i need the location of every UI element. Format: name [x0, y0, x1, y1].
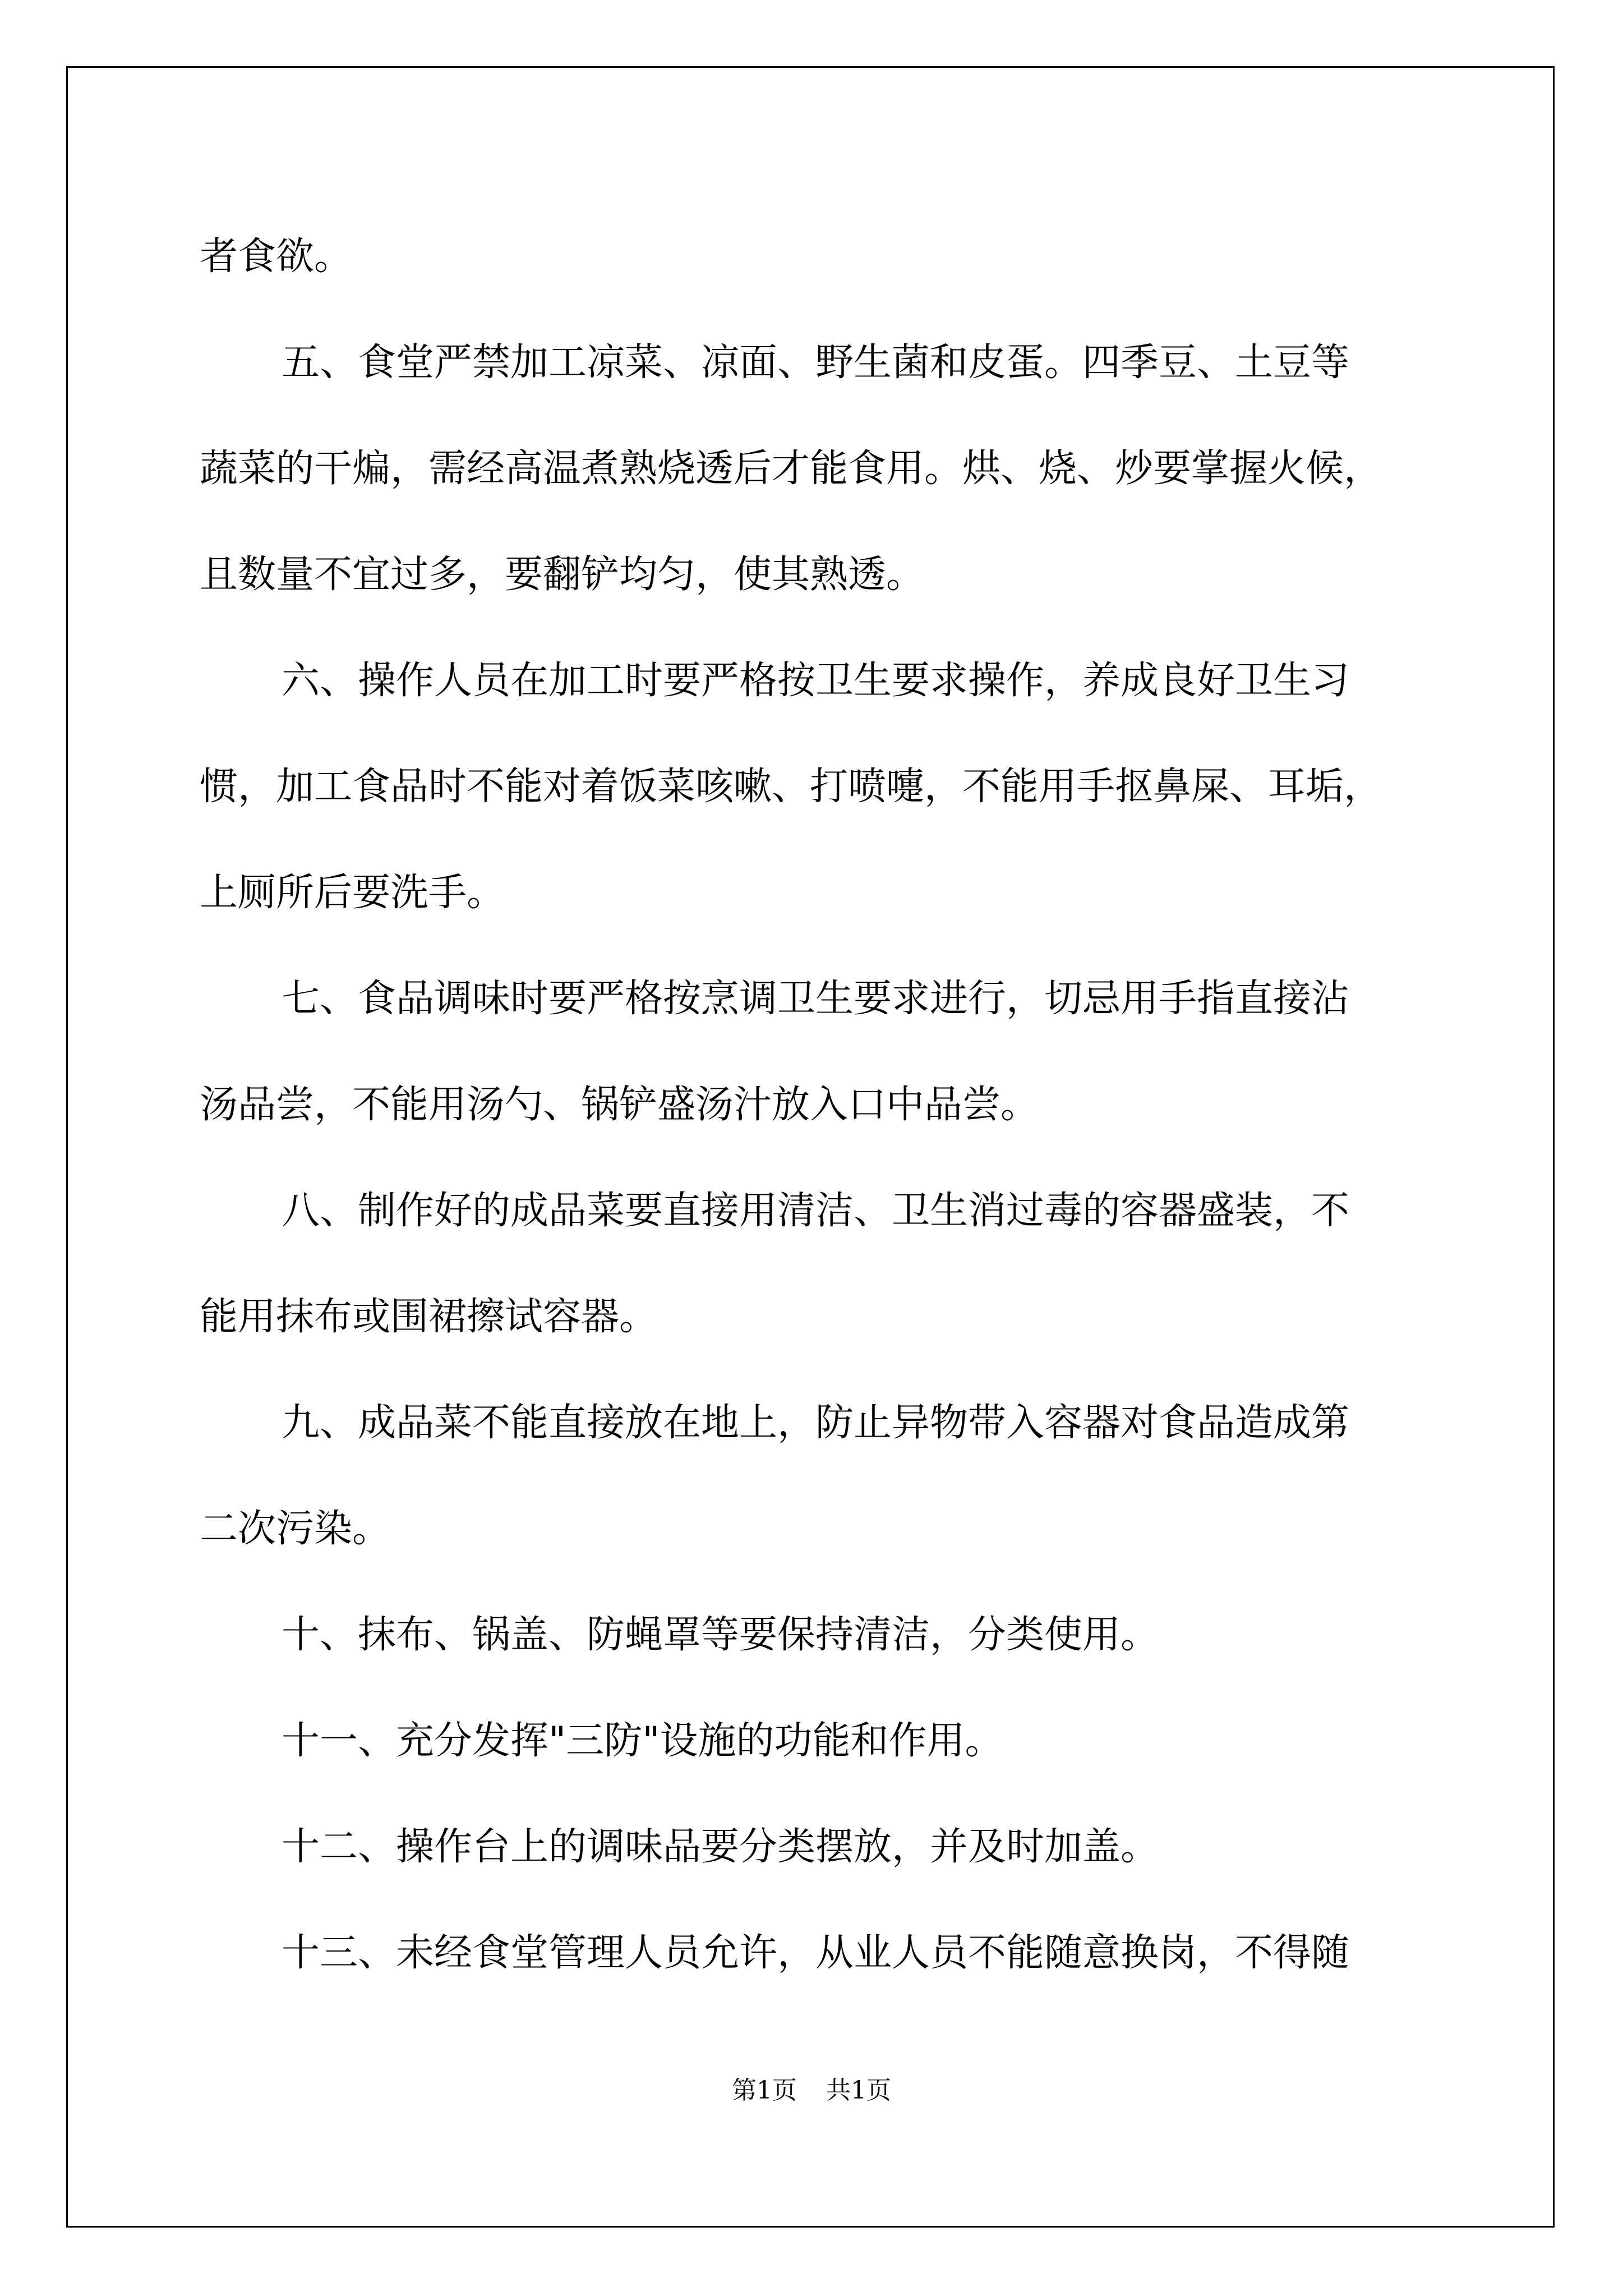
- text-line: 二次污染。: [200, 1507, 391, 1551]
- page-footer: [0, 2070, 1623, 2106]
- text-line: 十三、未经食堂管理人员允许，从业人员不能随意换岗，不得随: [282, 1931, 1350, 1975]
- text-line: 十、抹布、锅盖、防蝇罩等要保持清洁，分类使用。: [282, 1613, 1159, 1657]
- page-number: 第1页: [732, 2076, 797, 2105]
- text-line: 汤品尝，不能用汤勺、锅铲盛汤汁放入口中品尝。: [200, 1083, 1039, 1127]
- document-body: [200, 204, 1429, 2006]
- text-line: 上厕所后要洗手。: [200, 871, 505, 915]
- text-line: 十一、充分发挥"三防"设施的功能和作用。: [282, 1719, 1003, 1763]
- text-line: 七、食品调味时要严格按烹调卫生要求进行，切忌用手指直接沾: [282, 977, 1350, 1021]
- text-line: 八、制作好的成品菜要直接用清洁、卫生消过毒的容器盛装，不: [282, 1189, 1350, 1233]
- text-line: 六、操作人员在加工时要严格按卫生要求操作，养成良好卫生习: [282, 659, 1350, 703]
- text-line: 蔬菜的干煸，需经高温煮熟烧透后才能食用。烘、烧、炒要掌握火候，: [200, 447, 1382, 491]
- text-line: 能用抹布或围裙擦试容器。: [200, 1295, 658, 1339]
- text-line: 五、食堂严禁加工凉菜、凉面、野生菌和皮蛋。四季豆、土豆等: [282, 341, 1350, 385]
- text-line: 且数量不宜过多，要翻铲均匀，使其熟透。: [200, 553, 925, 597]
- text-line: 九、成品菜不能直接放在地上，防止异物带入容器对食品造成第: [282, 1401, 1350, 1445]
- page-total: 共1页: [826, 2076, 891, 2105]
- text-line: 十二、操作台上的调味品要分类摆放，并及时加盖。: [282, 1825, 1159, 1869]
- text-line: 惯，加工食品时不能对着饭菜咳嗽、打喷嚏，不能用手抠鼻屎、耳垢，: [200, 765, 1382, 809]
- text-line: 者食欲。: [200, 234, 353, 279]
